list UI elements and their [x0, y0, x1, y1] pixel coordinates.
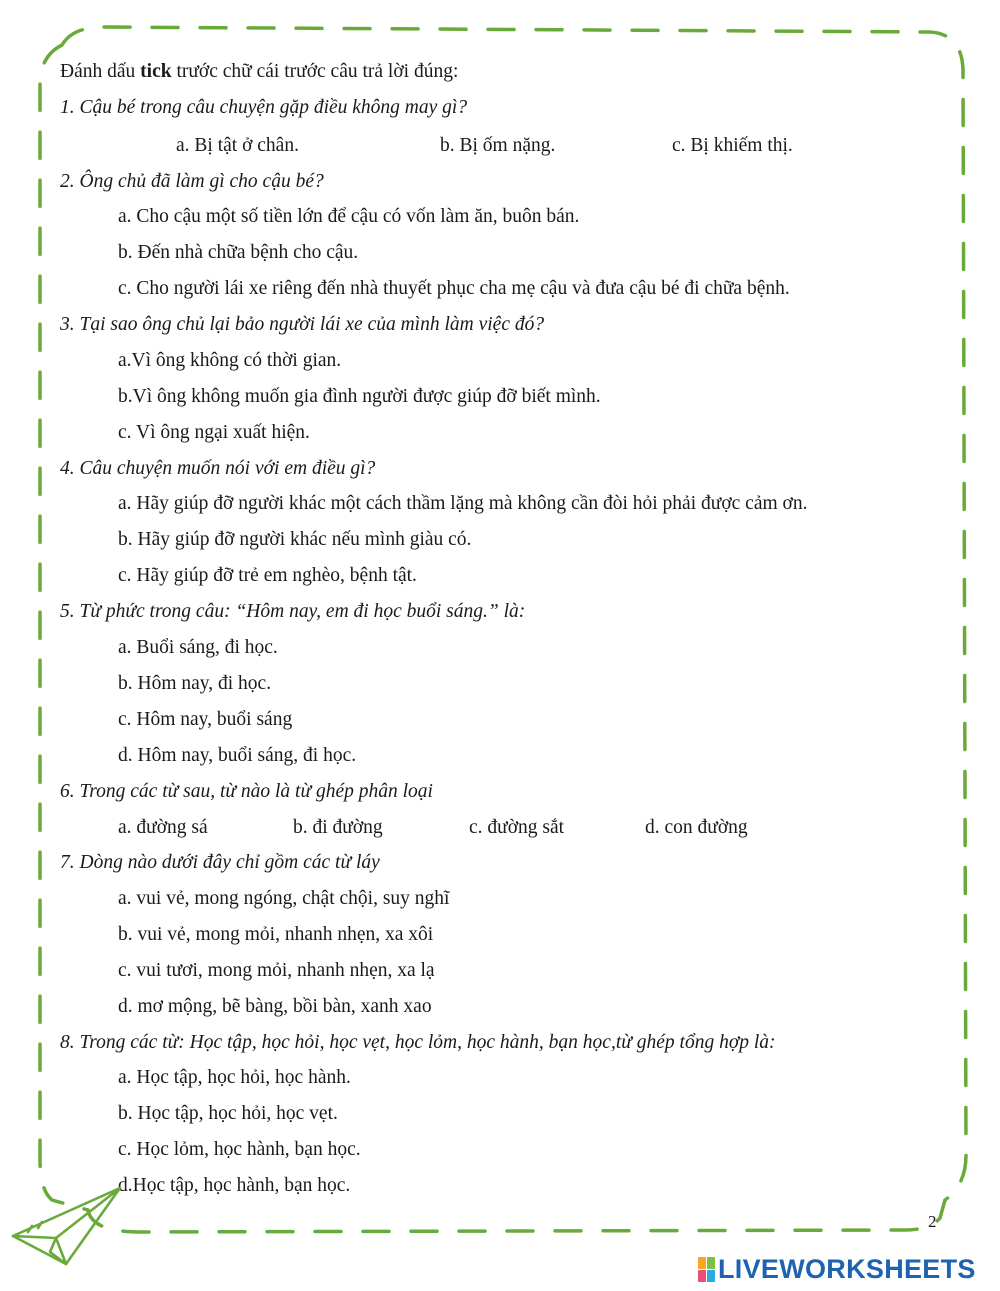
- option-1c[interactable]: c. Bị khiếm thị.: [672, 135, 793, 156]
- liveworksheets-brand: [698, 1254, 976, 1284]
- option-2a[interactable]: a. Cho cậu một số tiền lớn để cậu có vốn làm ăn, buôn bán.: [118, 206, 580, 227]
- option-8a[interactable]: a. Học tập, học hỏi, học hành.: [118, 1067, 351, 1088]
- question-8: 8. Trong các từ: Học tập, học hỏi, học vẹt, học lỏm, học hành, bạn học,từ ghép tổng hợp là:: [60, 1032, 776, 1053]
- brand-logo-icon: [698, 1257, 715, 1282]
- option-7a[interactable]: a. vui vẻ, mong ngóng, chật chội, suy nghĩ: [118, 888, 450, 909]
- question-5: 5. Từ phức trong câu: “Hôm nay, em đi học buổi sáng.” là:: [60, 601, 526, 622]
- option-8b[interactable]: b. Học tập, học hỏi, học vẹt.: [118, 1103, 338, 1124]
- option-6d[interactable]: d. con đường: [645, 817, 748, 838]
- question-7: 7. Dòng nào dưới đây chỉ gồm các từ láy: [60, 852, 380, 873]
- option-5c[interactable]: c. Hôm nay, buổi sáng: [118, 709, 293, 730]
- option-4c[interactable]: c. Hãy giúp đỡ trẻ em nghèo, bệnh tật.: [118, 565, 417, 586]
- brand-name: LIVEWORKSHEETS: [718, 1253, 976, 1284]
- option-3a[interactable]: a.Vì ông không có thời gian.: [118, 350, 342, 371]
- option-5a[interactable]: a. Buổi sáng, đi học.: [118, 637, 278, 658]
- option-3c[interactable]: c. Vì ông ngại xuất hiện.: [118, 422, 310, 443]
- option-1b[interactable]: b. Bị ốm nặng.: [440, 135, 556, 156]
- brand-logo-tile: [698, 1257, 706, 1269]
- brand-logo-tile: [707, 1270, 715, 1282]
- option-6a[interactable]: a. đường sá: [118, 817, 208, 838]
- option-5b[interactable]: b. Hôm nay, đi học.: [118, 673, 272, 694]
- option-3b[interactable]: b.Vì ông không muốn gia đình người được giúp đỡ biết mình.: [118, 386, 601, 407]
- option-7d[interactable]: d. mơ mộng, bẽ bàng, bồi bàn, xanh xao: [118, 996, 432, 1017]
- option-4b[interactable]: b. Hãy giúp đỡ người khác nếu mình giàu có.: [118, 529, 472, 550]
- question-1: 1. Cậu bé trong câu chuyện gặp điều không may gì?: [60, 97, 468, 118]
- page-number: 2: [928, 1212, 937, 1231]
- brand-logo-tile: [698, 1270, 706, 1282]
- option-8c[interactable]: c. Học lỏm, học hành, bạn học.: [118, 1139, 361, 1160]
- question-6: 6. Trong các từ sau, từ nào là từ ghép phân loại: [60, 781, 433, 802]
- instruction-text: Đánh dấu tick trước chữ cái trước câu trả lời đúng:: [60, 61, 459, 82]
- option-5d[interactable]: d. Hôm nay, buổi sáng, đi học.: [118, 745, 357, 766]
- question-3: 3. Tại sao ông chủ lại bảo người lái xe của mình làm việc đó?: [60, 314, 545, 335]
- question-6-options: [0, 816, 1000, 840]
- option-7b[interactable]: b. vui vẻ, mong mỏi, nhanh nhẹn, xa xôi: [118, 924, 434, 945]
- question-1-options: [0, 134, 1000, 158]
- option-7c[interactable]: c. vui tươi, mong mỏi, nhanh nhẹn, xa lạ: [118, 960, 435, 981]
- paper-plane-icon: [8, 1180, 128, 1270]
- option-1a[interactable]: a. Bị tật ở chân.: [176, 135, 299, 156]
- option-6b[interactable]: b. đi đường: [293, 817, 383, 838]
- question-2: 2. Ông chủ đã làm gì cho cậu bé?: [60, 171, 324, 192]
- option-8d[interactable]: d.Học tập, học hành, bạn học.: [118, 1175, 351, 1196]
- option-2b[interactable]: b. Đến nhà chữa bệnh cho cậu.: [118, 242, 359, 263]
- question-4: 4. Câu chuyện muốn nói với em điều gì?: [60, 458, 376, 479]
- brand-logo-tile: [707, 1257, 715, 1269]
- option-6c[interactable]: c. đường sắt: [469, 817, 565, 838]
- option-4a[interactable]: a. Hãy giúp đỡ người khác một cách thầm lặng mà không cần đòi hỏi phải được cảm ơn.: [118, 493, 808, 514]
- option-2c[interactable]: c. Cho người lái xe riêng đến nhà thuyết phục cha mẹ cậu và đưa cậu bé đi chữa bệnh.: [118, 278, 790, 299]
